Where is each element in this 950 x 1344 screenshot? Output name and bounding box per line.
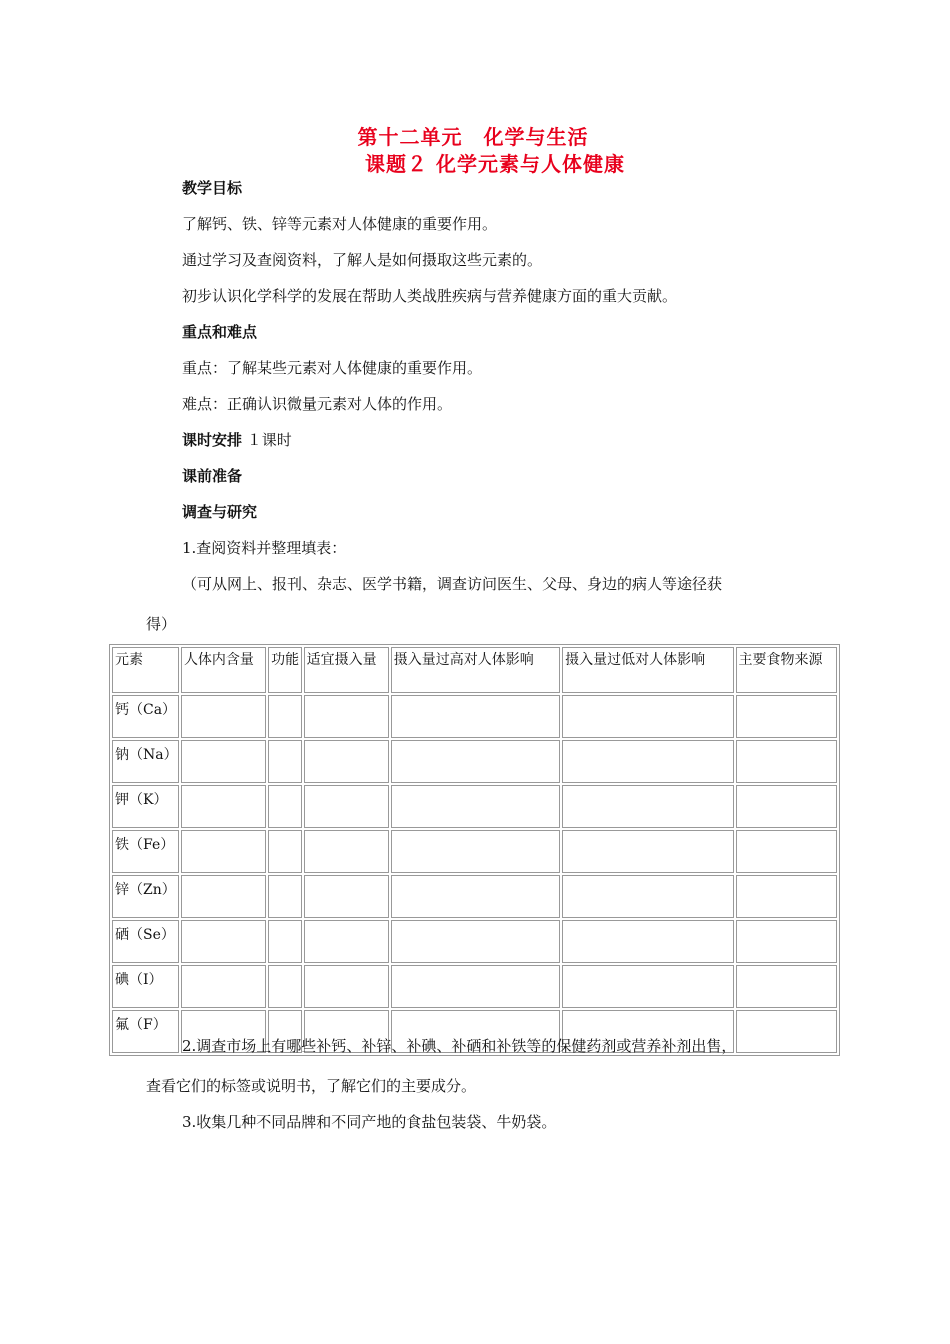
blank-cell[interactable] [562,920,733,963]
blank-cell[interactable] [181,965,266,1008]
element-cell: 碘（I） [112,965,179,1008]
blank-cell[interactable] [736,875,837,918]
table-row [112,695,837,738]
item-2-line-1: 2.调查市场上有哪些补钙、补锌、补碘、补硒和补铁等的保健药剂或营养补剂出售， [182,1037,737,1055]
key-heading: 重点和难点 [182,323,258,341]
blank-cell[interactable] [736,830,837,873]
blank-cell[interactable] [268,830,301,873]
blank-cell[interactable] [304,920,389,963]
item-1-note-line-1: （可从网上、报刊、杂志、医学书籍，调查访问医生、父母、身边的病人等途径获 [182,575,723,593]
blank-cell[interactable] [181,875,266,918]
prep-heading: 课前准备 [182,467,243,485]
blank-cell[interactable] [736,740,837,783]
blank-cell[interactable] [268,920,301,963]
table-header-cell: 功能 [268,647,301,693]
blank-cell[interactable] [181,785,266,828]
blank-cell[interactable] [181,740,266,783]
goal-2: 通过学习及查阅资料，了解人是如何摄取这些元素的。 [182,251,543,269]
blank-cell[interactable] [181,695,266,738]
blank-cell[interactable] [268,785,301,828]
blank-cell[interactable] [268,965,301,1008]
goals-heading: 教学目标 [182,179,243,197]
blank-cell[interactable] [562,695,733,738]
blank-cell[interactable] [562,740,733,783]
element-cell: 钠（Na） [112,740,179,783]
element-cell: 钙（Ca） [112,695,179,738]
blank-cell[interactable] [181,920,266,963]
item-1-note-line-2: 得） [146,615,177,633]
table-header-cell: 摄入量过高对人体影响 [391,647,560,693]
goal-1: 了解钙、铁、锌等元素对人体健康的重要作用。 [182,215,498,233]
blank-cell[interactable] [304,695,389,738]
blank-cell[interactable] [304,875,389,918]
item-1: 1.查阅资料并整理填表： [182,539,347,557]
blank-cell[interactable] [391,695,560,738]
table-header-cell: 主要食物来源 [736,647,837,693]
table-row [112,920,837,963]
unit-title: 第十二单元 化学与生活 [357,125,589,149]
blank-cell[interactable] [304,740,389,783]
table-header-cell: 元素 [112,647,179,693]
blank-cell[interactable] [562,875,733,918]
table-header-row [112,647,837,693]
blank-cell[interactable] [268,695,301,738]
blank-cell[interactable] [391,875,560,918]
blank-cell[interactable] [562,965,733,1008]
research-heading: 调查与研究 [182,503,258,521]
schedule-line [182,429,292,450]
blank-cell[interactable] [736,965,837,1008]
table-row [112,965,837,1008]
blank-cell[interactable] [391,965,560,1008]
blank-cell[interactable] [736,1010,837,1053]
blank-cell[interactable] [562,830,733,873]
blank-cell[interactable] [391,830,560,873]
blank-cell[interactable] [391,920,560,963]
blank-cell[interactable] [391,740,560,783]
table-header-cell: 人体内含量 [181,647,266,693]
blank-cell[interactable] [391,785,560,828]
difficult-point: 难点：正确认识微量元素对人体的作用。 [182,395,453,413]
element-cell: 氟（F） [112,1010,179,1053]
blank-cell[interactable] [736,695,837,738]
blank-cell[interactable] [268,875,301,918]
table-row [112,830,837,873]
blank-cell[interactable] [304,830,389,873]
element-cell: 锌（Zn） [112,875,179,918]
blank-cell[interactable] [181,830,266,873]
table-row [112,740,837,783]
key-point: 重点：了解某些元素对人体健康的重要作用。 [182,359,483,377]
item-3: 3.收集几种不同品牌和不同产地的食盐包装袋、牛奶袋。 [182,1113,557,1131]
table-row [112,875,837,918]
element-cell: 铁（Fe） [112,830,179,873]
table-header-cell: 摄入量过低对人体影响 [562,647,733,693]
blank-cell[interactable] [736,920,837,963]
schedule-label: 课时安排 [182,431,243,449]
goal-3: 初步认识化学科学的发展在帮助人类战胜疾病与营养健康方面的重大贡献。 [182,287,678,305]
table-header-cell: 适宜摄入量 [304,647,389,693]
blank-cell[interactable] [736,785,837,828]
blank-cell[interactable] [304,785,389,828]
table-row [112,785,837,828]
element-survey-table [109,644,840,1056]
schedule-value: １课时 [246,431,292,449]
blank-cell[interactable] [268,740,301,783]
element-cell: 钾（K） [112,785,179,828]
blank-cell[interactable] [562,785,733,828]
blank-cell[interactable] [304,965,389,1008]
element-cell: 硒（Se） [112,920,179,963]
lesson-title: 课题２ 化学元素与人体健康 [365,152,625,176]
item-2-line-2: 查看它们的标签或说明书，了解它们的主要成分。 [146,1077,477,1095]
